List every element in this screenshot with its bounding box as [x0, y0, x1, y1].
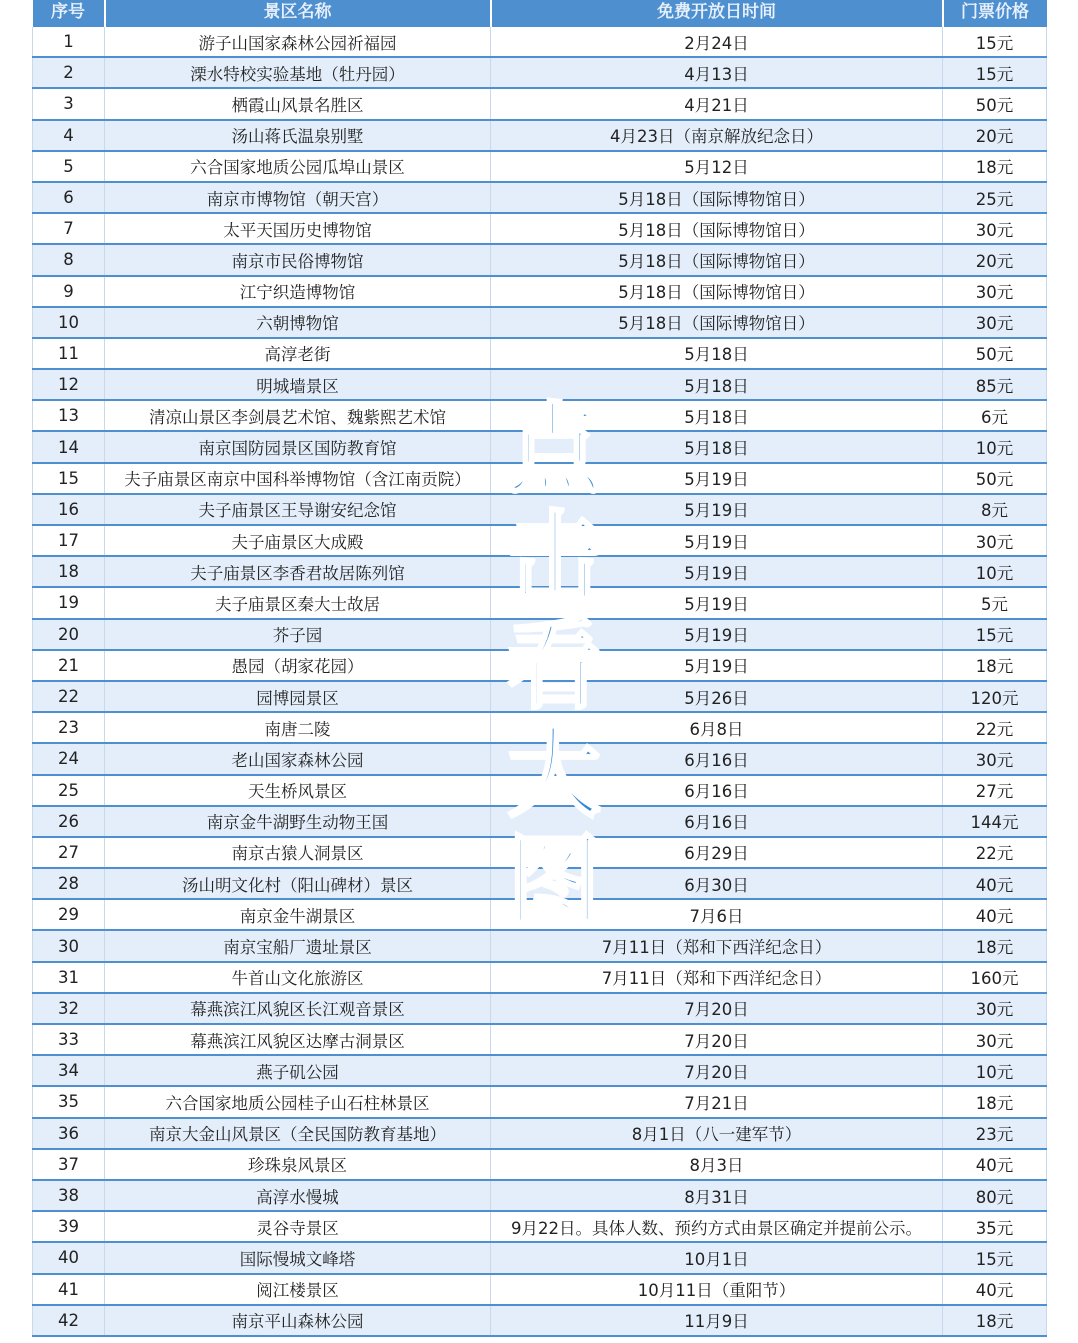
cell-price: 5元 [943, 587, 1047, 618]
cell-no: 22 [33, 681, 105, 712]
cell-price: 30元 [943, 307, 1047, 338]
watermark-char: 图 [507, 825, 601, 939]
cell-date: 6月16日 [491, 775, 943, 806]
table-row [33, 837, 1047, 868]
cell-no: 40 [33, 1242, 105, 1273]
cell-no: 23 [33, 712, 105, 743]
cell-name: 珍珠泉风景区 [105, 1149, 491, 1180]
cell-date: 2月24日 [491, 27, 943, 57]
cell-price: 85元 [943, 369, 1047, 400]
cell-date: 5月19日 [491, 650, 943, 681]
cell-date: 5月18日 [491, 338, 943, 369]
cell-name: 愚园（胡家花园） [105, 650, 491, 681]
cell-no: 19 [33, 587, 105, 618]
cell-date: 5月19日 [491, 619, 943, 650]
cell-no: 36 [33, 1118, 105, 1149]
cell-no: 38 [33, 1180, 105, 1211]
table-row [33, 587, 1047, 618]
cell-name: 幕燕滨江风貌区达摩古洞景区 [105, 1024, 491, 1055]
cell-name: 灵谷寺景区 [105, 1211, 491, 1242]
table-row [33, 338, 1047, 369]
cell-no: 31 [33, 962, 105, 993]
cell-no: 18 [33, 556, 105, 587]
table-row [33, 775, 1047, 806]
cell-price: 50元 [943, 338, 1047, 369]
table-body [33, 27, 1047, 1336]
cell-date: 4月21日 [491, 88, 943, 119]
table-row [33, 1211, 1047, 1242]
cell-price: 30元 [943, 276, 1047, 307]
table-row [33, 1180, 1047, 1211]
cell-no: 21 [33, 650, 105, 681]
cell-price: 6元 [943, 400, 1047, 431]
cell-name: 汤山明文化村（阳山碑材）景区 [105, 868, 491, 899]
cell-no: 5 [33, 151, 105, 182]
cell-date: 5月18日（国际博物馆日） [491, 276, 943, 307]
cell-price: 40元 [943, 1274, 1047, 1305]
cell-no: 41 [33, 1274, 105, 1305]
cell-no: 39 [33, 1211, 105, 1242]
table-row [33, 525, 1047, 556]
cell-no: 37 [33, 1149, 105, 1180]
cell-no: 25 [33, 775, 105, 806]
table-row [33, 27, 1047, 57]
cell-date: 7月20日 [491, 1024, 943, 1055]
cell-no: 9 [33, 276, 105, 307]
cell-name: 夫子庙景区秦大士故居 [105, 587, 491, 618]
cell-no: 34 [33, 1055, 105, 1086]
header-row [33, 0, 1047, 27]
cell-price: 40元 [943, 868, 1047, 899]
cell-price: 18元 [943, 1086, 1047, 1117]
cell-no: 4 [33, 120, 105, 151]
column-header-price: 门票价格 [943, 0, 1047, 27]
cell-no: 30 [33, 930, 105, 961]
cell-name: 江宁织造博物馆 [105, 276, 491, 307]
cell-no: 2 [33, 57, 105, 88]
table-row [33, 244, 1047, 275]
cell-price: 40元 [943, 899, 1047, 930]
table-row [33, 619, 1047, 650]
cell-price: 10元 [943, 431, 1047, 462]
cell-price: 30元 [943, 213, 1047, 244]
cell-date: 5月18日（国际博物馆日） [491, 182, 943, 213]
table-row [33, 182, 1047, 213]
cell-date: 7月6日 [491, 899, 943, 930]
cell-no: 42 [33, 1305, 105, 1336]
cell-price: 15元 [943, 57, 1047, 88]
watermark-char: 击 [507, 501, 601, 615]
cell-date: 5月18日（国际博物馆日） [491, 307, 943, 338]
table-row [33, 369, 1047, 400]
cell-price: 18元 [943, 151, 1047, 182]
table-header [33, 0, 1047, 27]
cell-date: 5月18日 [491, 431, 943, 462]
cell-price: 30元 [943, 525, 1047, 556]
cell-price: 23元 [943, 1118, 1047, 1149]
cell-date: 6月8日 [491, 712, 943, 743]
column-header-no: 序号 [33, 0, 105, 27]
table-row [33, 712, 1047, 743]
cell-price: 8元 [943, 494, 1047, 525]
cell-name: 南京大金山风景区（全民国防教育基地） [105, 1118, 491, 1149]
cell-price: 22元 [943, 712, 1047, 743]
table-row [33, 899, 1047, 930]
table-row [33, 868, 1047, 899]
cell-price: 10元 [943, 1055, 1047, 1086]
cell-date: 6月30日 [491, 868, 943, 899]
cell-price: 30元 [943, 743, 1047, 774]
cell-price: 30元 [943, 993, 1047, 1024]
cell-name: 国际慢城文峰塔 [105, 1242, 491, 1273]
table-row [33, 743, 1047, 774]
cell-price: 30元 [943, 1024, 1047, 1055]
cell-name: 南京金牛湖野生动物王国 [105, 806, 491, 837]
table-row [33, 88, 1047, 119]
cell-name: 溧水特校实验基地（牡丹园） [105, 57, 491, 88]
cell-name: 南京宝船厂遗址景区 [105, 930, 491, 961]
cell-price: 40元 [943, 1149, 1047, 1180]
cell-name: 南京金牛湖景区 [105, 899, 491, 930]
cell-name: 园博园景区 [105, 681, 491, 712]
cell-price: 20元 [943, 120, 1047, 151]
cell-no: 14 [33, 431, 105, 462]
cell-date: 9月22日。具体人数、预约方式由景区确定并提前公示。 [491, 1211, 943, 1242]
cell-no: 1 [33, 27, 105, 57]
table-row [33, 213, 1047, 244]
cell-price: 22元 [943, 837, 1047, 868]
table-row [33, 1118, 1047, 1149]
cell-name: 燕子矶公园 [105, 1055, 491, 1086]
cell-name: 高淳水慢城 [105, 1180, 491, 1211]
table-row [33, 962, 1047, 993]
cell-date: 5月19日 [491, 525, 943, 556]
table-row [33, 494, 1047, 525]
table-row [33, 1242, 1047, 1273]
cell-date: 10月1日 [491, 1242, 943, 1273]
cell-price: 18元 [943, 930, 1047, 961]
table-row [33, 1055, 1047, 1086]
cell-no: 6 [33, 182, 105, 213]
cell-no: 3 [33, 88, 105, 119]
cell-name: 汤山蒋氏温泉别墅 [105, 120, 491, 151]
table-row [33, 120, 1047, 151]
table-row [33, 556, 1047, 587]
cell-name: 南京市民俗博物馆 [105, 244, 491, 275]
table-row [33, 151, 1047, 182]
cell-name: 南京国防园景区国防教育馆 [105, 431, 491, 462]
cell-date: 5月18日 [491, 400, 943, 431]
cell-name: 夫子庙景区大成殿 [105, 525, 491, 556]
cell-name: 六合国家地质公园瓜埠山景区 [105, 151, 491, 182]
scenic-spot-table [32, 0, 1047, 1337]
cell-price: 25元 [943, 182, 1047, 213]
cell-name: 高淳老街 [105, 338, 491, 369]
cell-no: 13 [33, 400, 105, 431]
cell-no: 16 [33, 494, 105, 525]
table-row [33, 1305, 1047, 1336]
cell-date: 11月9日 [491, 1305, 943, 1336]
cell-no: 24 [33, 743, 105, 774]
cell-price: 10元 [943, 556, 1047, 587]
table-row [33, 57, 1047, 88]
cell-date: 8月3日 [491, 1149, 943, 1180]
cell-name: 六朝博物馆 [105, 307, 491, 338]
watermark-char: 点 [507, 393, 601, 507]
cell-name: 南京古猿人洞景区 [105, 837, 491, 868]
cell-date: 5月26日 [491, 681, 943, 712]
cell-no: 8 [33, 244, 105, 275]
cell-date: 7月21日 [491, 1086, 943, 1117]
cell-no: 27 [33, 837, 105, 868]
table-row [33, 276, 1047, 307]
cell-price: 20元 [943, 244, 1047, 275]
cell-date: 5月12日 [491, 151, 943, 182]
cell-name: 游子山国家森林公园祈福园 [105, 27, 491, 57]
cell-date: 6月29日 [491, 837, 943, 868]
cell-date: 5月19日 [491, 494, 943, 525]
cell-price: 50元 [943, 463, 1047, 494]
cell-date: 5月19日 [491, 587, 943, 618]
cell-date: 7月20日 [491, 993, 943, 1024]
cell-name: 南京平山森林公园 [105, 1305, 491, 1336]
cell-price: 15元 [943, 619, 1047, 650]
cell-price: 35元 [943, 1211, 1047, 1242]
cell-price: 27元 [943, 775, 1047, 806]
cell-name: 南京市博物馆（朝天宫） [105, 182, 491, 213]
cell-name: 夫子庙景区南京中国科举博物馆（含江南贡院） [105, 463, 491, 494]
table-row [33, 993, 1047, 1024]
cell-no: 28 [33, 868, 105, 899]
cell-no: 33 [33, 1024, 105, 1055]
cell-name: 清凉山景区李剑晨艺术馆、魏紫熙艺术馆 [105, 400, 491, 431]
cell-no: 7 [33, 213, 105, 244]
cell-date: 7月11日（郑和下西洋纪念日） [491, 930, 943, 961]
cell-name: 芥子园 [105, 619, 491, 650]
cell-date: 8月31日 [491, 1180, 943, 1211]
cell-name: 夫子庙景区王导谢安纪念馆 [105, 494, 491, 525]
cell-price: 18元 [943, 1305, 1047, 1336]
cell-date: 4月23日（南京解放纪念日） [491, 120, 943, 151]
cell-date: 5月18日 [491, 369, 943, 400]
table-row [33, 431, 1047, 462]
table-row [33, 1149, 1047, 1180]
cell-price: 15元 [943, 27, 1047, 57]
cell-no: 17 [33, 525, 105, 556]
cell-price: 15元 [943, 1242, 1047, 1273]
table-row [33, 930, 1047, 961]
watermark-char: 看 [507, 609, 601, 723]
table-row [33, 1086, 1047, 1117]
table-row [33, 463, 1047, 494]
cell-price: 50元 [943, 88, 1047, 119]
column-header-name: 景区名称 [105, 0, 491, 27]
table-row [33, 1274, 1047, 1305]
cell-name: 天生桥风景区 [105, 775, 491, 806]
cell-date: 7月11日（郑和下西洋纪念日） [491, 962, 943, 993]
table-row [33, 1024, 1047, 1055]
cell-name: 阅江楼景区 [105, 1274, 491, 1305]
watermark-char: 大 [507, 717, 601, 831]
cell-no: 29 [33, 899, 105, 930]
cell-date: 5月18日（国际博物馆日） [491, 213, 943, 244]
cell-no: 26 [33, 806, 105, 837]
cell-no: 12 [33, 369, 105, 400]
cell-price: 120元 [943, 681, 1047, 712]
table-row [33, 806, 1047, 837]
cell-no: 11 [33, 338, 105, 369]
cell-date: 5月18日（国际博物馆日） [491, 244, 943, 275]
cell-date: 7月20日 [491, 1055, 943, 1086]
cell-date: 8月1日（八一建军节） [491, 1118, 943, 1149]
cell-name: 老山国家森林公园 [105, 743, 491, 774]
column-header-date: 免费开放日时间 [491, 0, 943, 27]
cell-name: 栖霞山风景名胜区 [105, 88, 491, 119]
cell-name: 幕燕滨江风貌区长江观音景区 [105, 993, 491, 1024]
cell-date: 6月16日 [491, 806, 943, 837]
cell-price: 144元 [943, 806, 1047, 837]
table-row [33, 400, 1047, 431]
cell-name: 六合国家地质公园桂子山石柱林景区 [105, 1086, 491, 1117]
cell-name: 夫子庙景区李香君故居陈列馆 [105, 556, 491, 587]
cell-name: 太平天国历史博物馆 [105, 213, 491, 244]
cell-date: 4月13日 [491, 57, 943, 88]
table-row [33, 307, 1047, 338]
cell-price: 18元 [943, 650, 1047, 681]
cell-date: 6月16日 [491, 743, 943, 774]
cell-date: 10月11日（重阳节） [491, 1274, 943, 1305]
cell-price: 160元 [943, 962, 1047, 993]
cell-price: 80元 [943, 1180, 1047, 1211]
cell-name: 明城墙景区 [105, 369, 491, 400]
cell-no: 20 [33, 619, 105, 650]
cell-name: 牛首山文化旅游区 [105, 962, 491, 993]
cell-no: 10 [33, 307, 105, 338]
scenic-spot-table-container [32, 0, 1046, 1337]
cell-no: 15 [33, 463, 105, 494]
cell-no: 32 [33, 993, 105, 1024]
cell-date: 5月19日 [491, 463, 943, 494]
cell-name: 南唐二陵 [105, 712, 491, 743]
table-row [33, 681, 1047, 712]
table-row [33, 650, 1047, 681]
cell-date: 5月19日 [491, 556, 943, 587]
cell-no: 35 [33, 1086, 105, 1117]
